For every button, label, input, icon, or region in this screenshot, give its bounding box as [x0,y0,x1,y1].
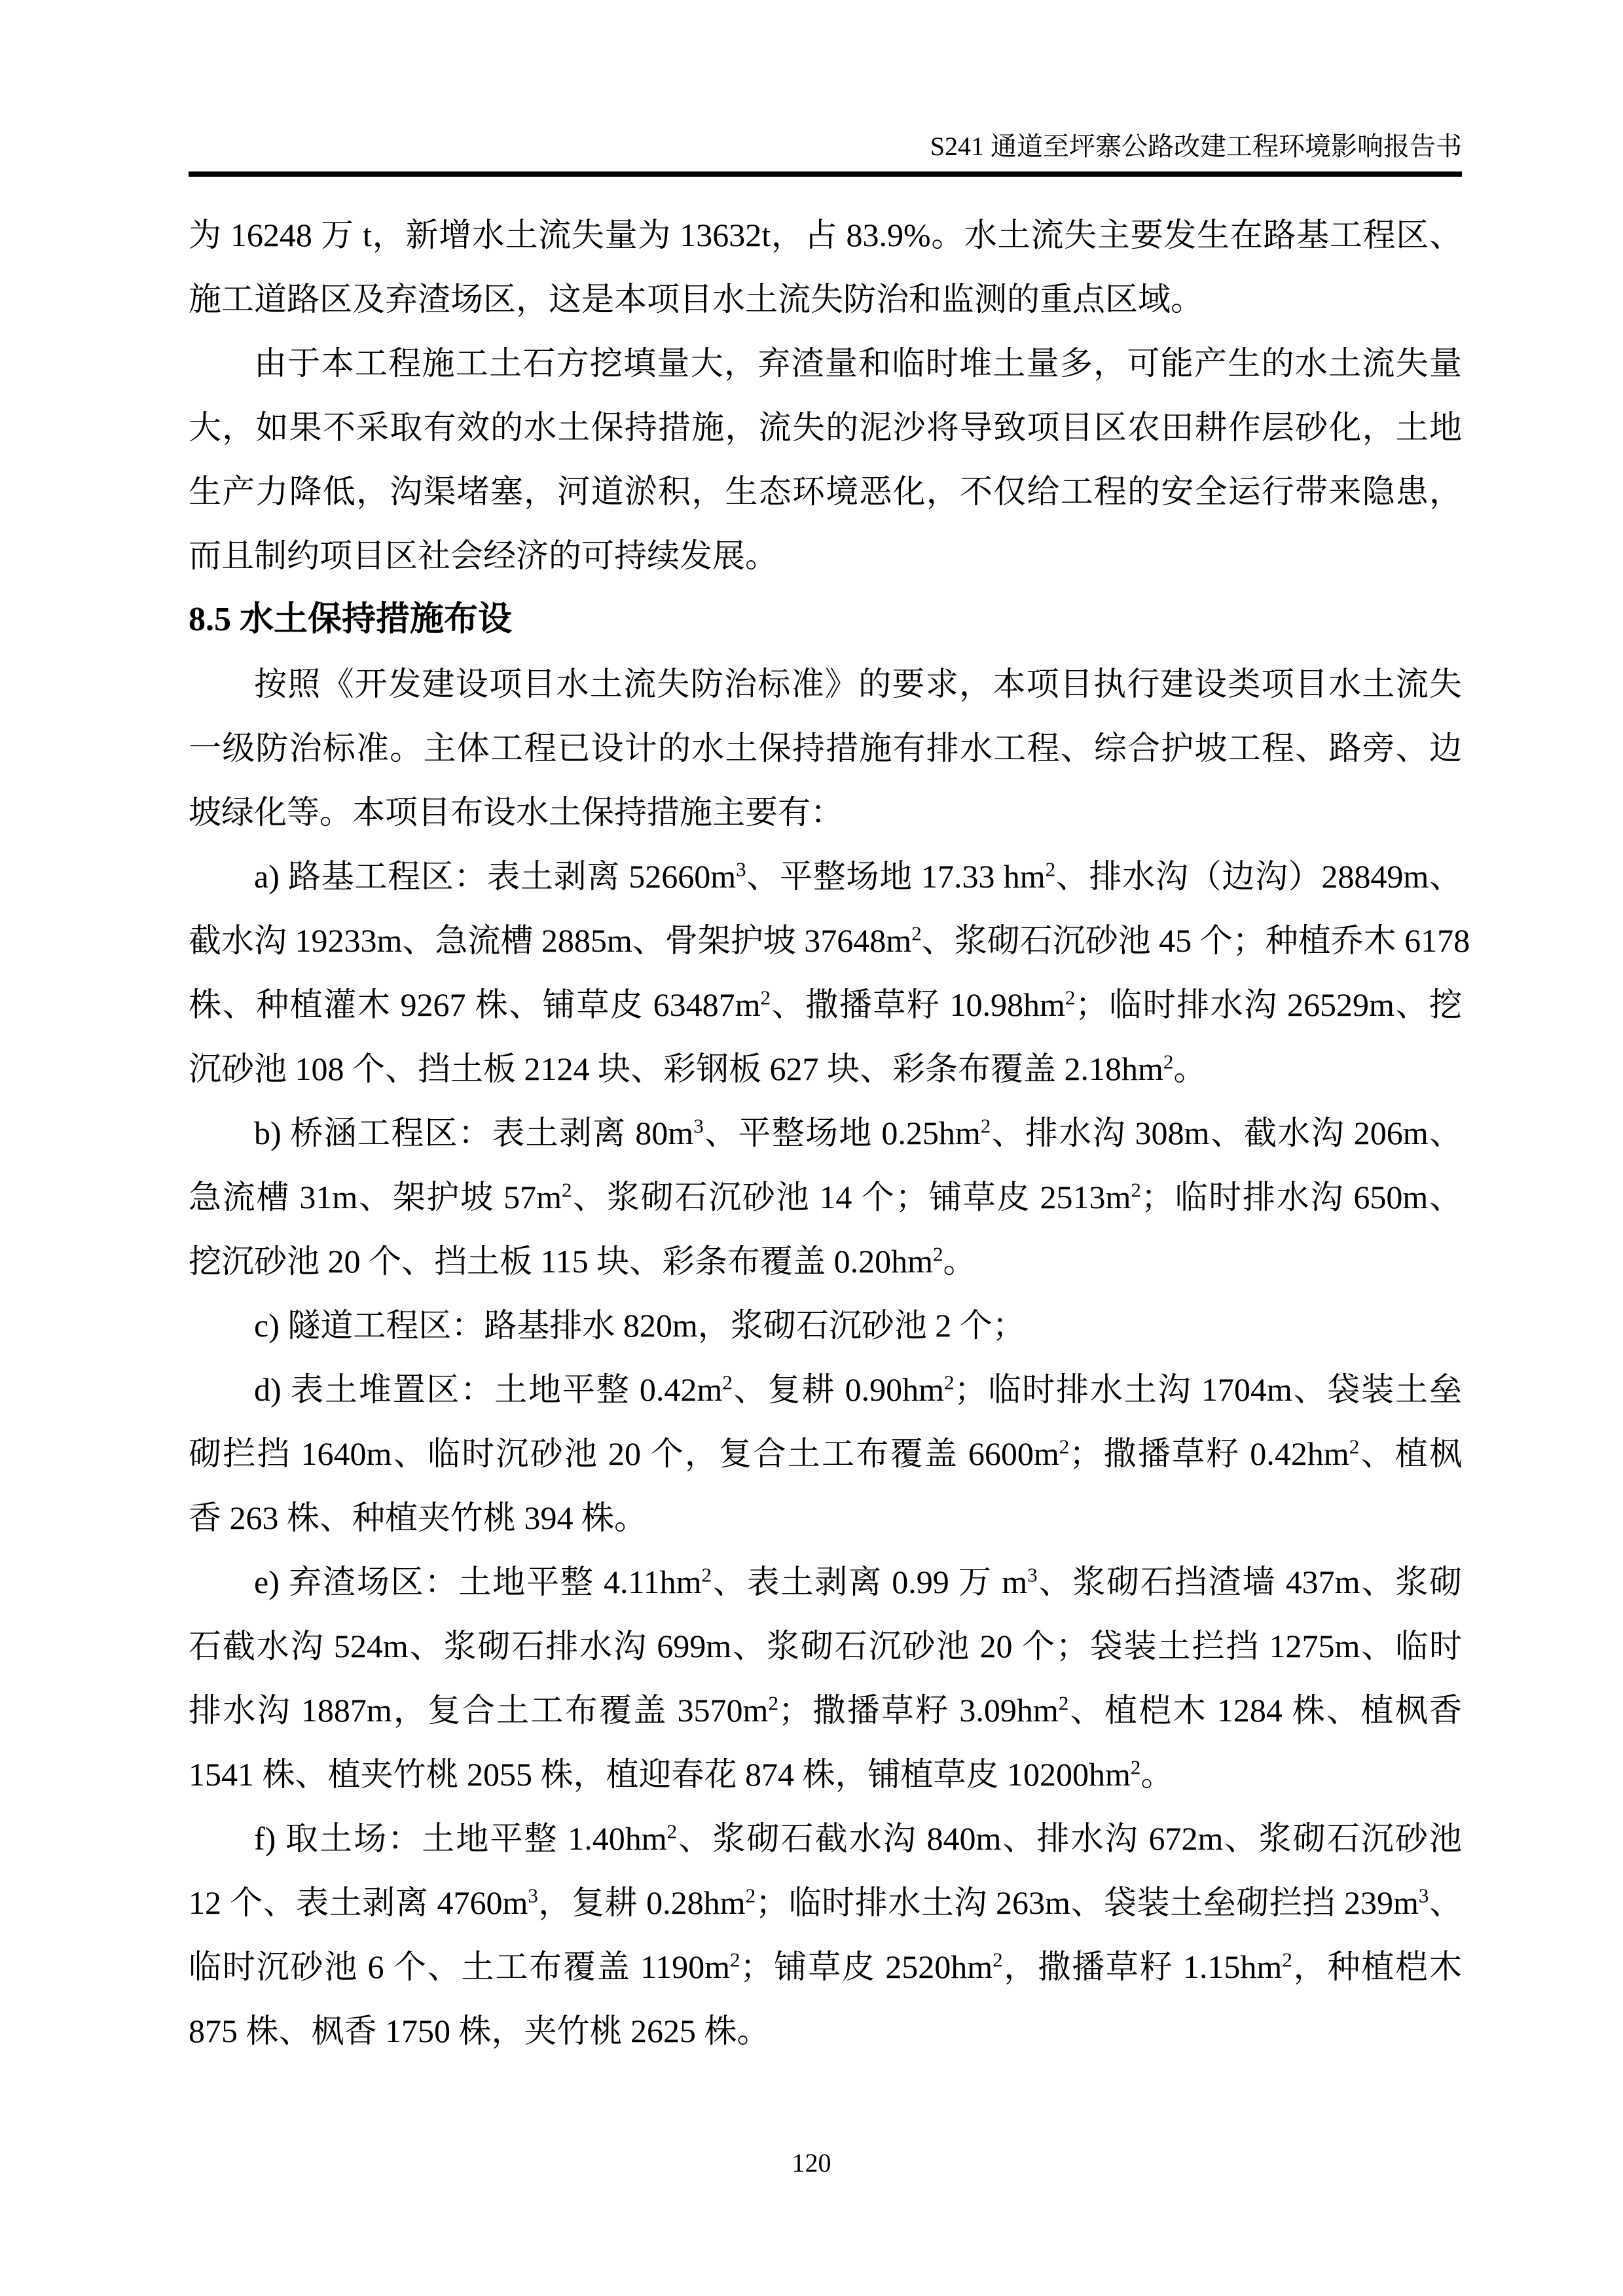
superscript: 2 [760,986,771,1009]
paragraph [189,331,1462,588]
superscript: 2 [1059,1435,1070,1458]
text-line: 8.5 水土保持措施布设 [189,601,513,638]
text-line: 石截水沟 524m、浆砌石排水沟 699m、浆砌石沉砂池 20 个；袋装土拦挡 1275m、临时 [189,1628,1462,1664]
paragraph [189,203,1462,331]
superscript: 2 [745,1884,756,1907]
superscript: 3 [1027,1563,1038,1587]
paragraph [189,1550,1462,1806]
text-line: e) 弃渣场区：土地平整 $4.11hm^2$、表土剥离 0.99 万 $m^3$、浆砌石挡渣墙 437m、浆砌 [254,1563,1462,1600]
superscript: 2 [768,1691,778,1715]
superscript: 2 [980,1114,991,1138]
text-line: 砌拦挡 1640m、临时沉砂池 20 个，复合土工布覆盖 $6600m^2$；撒播草籽 $0.42hm^2$、植枫 [189,1435,1462,1472]
superscript: 2 [1130,1755,1141,1779]
superscript: 2 [1045,857,1056,881]
superscript: 2 [1163,1050,1174,1073]
paragraph [189,1357,1462,1550]
text-line: 1541 株、植夹竹桃 2055 株，植迎春花 874 株，铺植草皮 $10200hm^2$。 [189,1755,1174,1793]
superscript: 2 [730,1948,740,1971]
text-line: 875 株、枫香 1750 株，夹竹桃 2625 株。 [189,2013,770,2049]
paragraph [189,1806,1462,2063]
text-line: 挖沉砂池 20 个、挡土板 115 块、彩条布覆盖 $0.20hm^2$。 [189,1242,976,1280]
text-line: 按照《开发建设项目水土流失防治标准》的要求，本项目执行建设类项目水土流失 [254,666,1462,702]
superscript: 2 [1131,1178,1141,1202]
page-number: 120 [792,2148,831,2178]
superscript: 2 [911,922,922,945]
text-line: 施工道路区及弃渣场区，这是本项目水土流失防治和监测的重点区域。 [189,281,1203,317]
text-line: d) 表土堆置区：土地平整 $0.42m^2$、复耕 $0.90hm^2$；临时排水土沟 1704m、袋装土垒 [254,1371,1462,1408]
paragraph [189,844,1470,1101]
superscript: 2 [1349,1435,1360,1458]
document-body [189,203,1470,2063]
paragraph [189,1101,1462,1293]
superscript: 3 [693,1114,704,1138]
page-header-title: S241 通道至坪寨公路改建工程环境影响报告书 [930,132,1462,161]
text-line: 临时沉砂池 6 个、土工布覆盖 $1190m^2$；铺草皮 $2520hm^2$，撒播草籽 $1.15hm^2$，种植桤木 [189,1948,1462,1985]
text-line: 香 263 株、种植夹竹桃 394 株。 [189,1499,647,1536]
paragraph [189,1293,1462,1357]
text-line: c) 隧道工程区：路基排水 820m，浆砌石沉砂池 2 个； [254,1307,1025,1344]
text-line: f) 取土场：土地平整 $1.40hm^2$、浆砌石截水沟 840m、排水沟 672m、浆砌石沉砂池 [254,1820,1462,1857]
superscript: 2 [1058,1691,1069,1715]
section-heading [189,588,1462,652]
text-line: 而且制约项目区社会经济的可持续发展。 [189,537,778,574]
superscript: 3 [1418,1884,1429,1907]
paragraph [189,652,1462,844]
text-line: 沉砂池 108 个、挡土板 2124 块、彩钢板 627 块、彩条布覆盖 $2.18hm^2$。 [189,1050,1207,1087]
superscript: 2 [943,1371,955,1394]
superscript: 3 [528,1884,538,1907]
text-line: 株、种植灌木 9267 株、铺草皮 $63487m^2$、撒播草籽 $10.98hm^2$；临时排水沟 26529m、挖 [189,986,1462,1023]
superscript: 2 [701,1563,712,1587]
text-line: 一级防治标准。主体工程已设计的水土保持措施有排水工程、综合护坡工程、路旁、边 [189,730,1462,766]
superscript: 2 [561,1178,572,1202]
text-line: 排水沟 1887m，复合土工布覆盖 $3570m^2$；撒播草籽 $3.09hm^2$、植桤木 1284 株、植枫香 [189,1691,1462,1729]
text-line: a) 路基工程区：表土剥离 $52660m^3$、平整场地 17.33 $hm^2$、排水沟（边沟）28849m、 [254,857,1462,895]
text-line: 坡绿化等。本项目布设水土保持措施主要有： [189,794,843,831]
text-line: b) 桥涵工程区：表土剥离 $80m^3$、平整场地 $0.25hm^2$、排水沟 308m、截水沟 206m、 [254,1114,1462,1151]
text-line: 生产力降低，沟渠堵塞，河道淤积，生态环境恶化，不仅给工程的安全运行带来隐患， [189,473,1462,510]
superscript: 2 [722,1371,733,1394]
superscript: 2 [1282,1948,1292,1971]
text-line: 12 个、表土剥离 $4760m^3$，复耕 $0.28hm^2$；临时排水土沟 263m、袋装土垒砌拦挡 $239m^3$、 [189,1884,1462,1921]
text-line: 为 16248 万 t，新增水土流失量为 13632t，占 83.9%。水土流失主要发生在路基工程区、 [189,217,1462,253]
text-line: 急流槽 31m、架护坡 $57m^2$、浆砌石沉砂池 14 个；铺草皮 $2513m^2$；临时排水沟 650m、 [189,1178,1462,1215]
superscript: 2 [1065,986,1076,1009]
text-line: 大，如果不采取有效的水土保持措施，流失的泥沙将导致项目区农田耕作层砂化，土地 [189,409,1462,446]
superscript: 2 [933,1242,943,1266]
header-rule [189,171,1462,177]
superscript: 2 [993,1948,1003,1971]
text-line: 由于本工程施工土石方挖填量大，弃渣量和临时堆土量多，可能产生的水土流失量 [254,345,1462,382]
superscript: 3 [736,857,746,881]
text-line: 截水沟 19233m、急流槽 2885m、骨架护坡 $37648m^2$、浆砌石沉砂池 45 个；种植乔木 6178 [189,922,1470,959]
superscript: 2 [666,1820,678,1843]
